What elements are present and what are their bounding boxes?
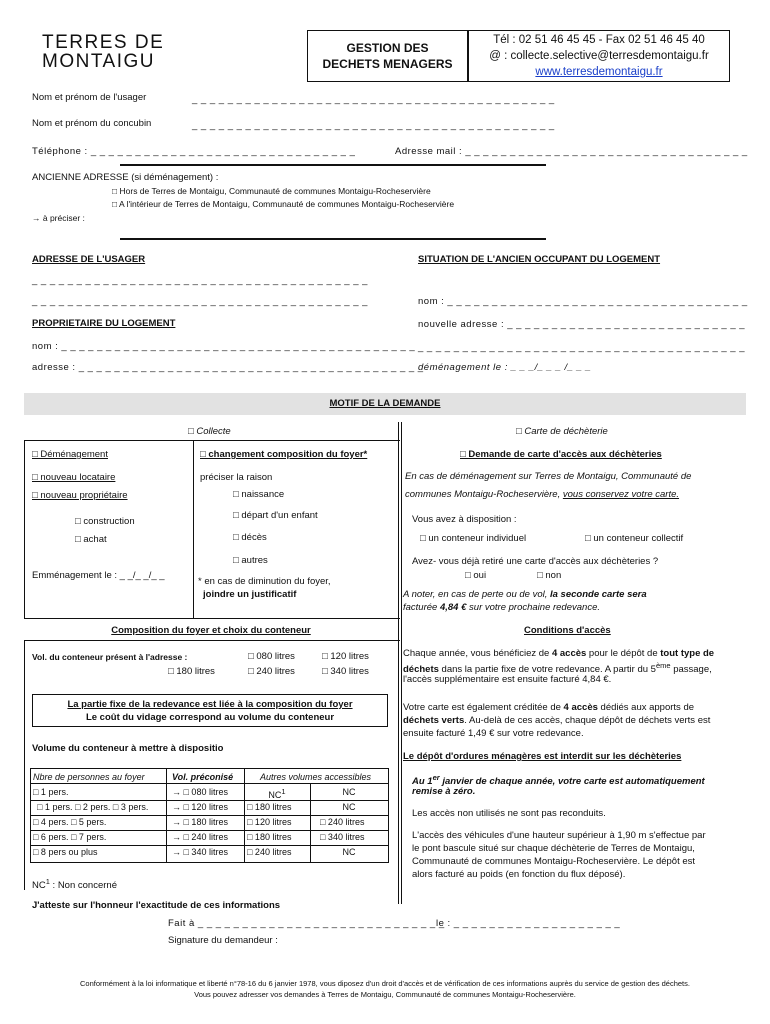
usager-label: Nom et prénom de l'usager bbox=[32, 92, 147, 103]
demande-carte-checkbox[interactable]: □ Demande de carte d'accès aux déchèteries bbox=[460, 449, 662, 460]
ancien-occupant-nouvelle-adresse[interactable]: nouvelle adresse : _ _ _ _ _ _ _ _ _ _ _ _ _ _ _ _ _ _ _ _ _ _ _ _ _ _ _ bbox=[418, 319, 746, 330]
separator-top bbox=[120, 164, 546, 166]
vol-present-label: Vol. du conteneur présent à l'adresse : bbox=[32, 652, 188, 662]
table-cell[interactable]: □ 180 litres bbox=[247, 802, 292, 812]
dispo-label: Vous avez à disposition : bbox=[412, 514, 517, 525]
oui-checkbox[interactable]: □ oui bbox=[465, 570, 487, 581]
proprietaire-nom[interactable]: nom : _ _ _ _ _ _ _ _ _ _ _ _ _ _ _ _ _ _ _ _ _ _ _ _ _ _ _ _ _ _ _ _ _ _ _ _ _ _ _ _ bbox=[32, 341, 416, 352]
autres-checkbox[interactable]: □ autres bbox=[233, 555, 268, 566]
main-divider-a bbox=[398, 422, 399, 904]
table-cell: NC bbox=[342, 847, 356, 857]
mail-field[interactable]: Adresse mail : _ _ _ _ _ _ _ _ _ _ _ _ _ _ _ _ _ _ _ _ _ _ _ _ _ _ _ _ _ _ _ _ bbox=[395, 146, 748, 157]
construction-checkbox[interactable]: □ construction bbox=[75, 516, 135, 527]
table-cell[interactable]: □ 1 pers. □ 2 pers. □ 3 pers. bbox=[37, 802, 149, 812]
reconduits-note: Les accès non utilisés ne sont pas reconduits. bbox=[412, 808, 606, 819]
motif-collecte[interactable]: □ Collecte bbox=[188, 426, 231, 437]
naissance-checkbox[interactable]: □ naissance bbox=[233, 489, 285, 500]
carte-cas2: communes Montaigu-Rocheservière, vous conservez votre carte. bbox=[405, 489, 680, 500]
emmenagement-field[interactable]: Emménagement le : _ _/_ _/_ _ bbox=[32, 570, 165, 581]
nc-note: $NC^1$ : Non concerné bbox=[32, 877, 117, 892]
table-header-autres: Autres volumes accessibles bbox=[260, 772, 372, 782]
nc-superscript: 1 bbox=[281, 787, 286, 796]
table-cell[interactable]: → □ 180 litres bbox=[172, 817, 228, 827]
collecte-left-line bbox=[24, 440, 25, 619]
composition-left-line bbox=[24, 640, 25, 890]
vehicules-line1: L'accès des véhicules d'une hauteur supérieur à 1,90 m s'effectue par bbox=[412, 830, 706, 841]
jan-line1: Au 1er janvier de chaque année, votre carte est automatiquement bbox=[412, 773, 705, 788]
concubin-label: Nom et prénom du concubin bbox=[32, 118, 152, 129]
title-box bbox=[307, 30, 468, 82]
nouveau-proprietaire-checkbox[interactable]: □ nouveau propriétaire bbox=[32, 490, 128, 501]
carte-cas1: En cas de déménagement sur Terres de Montaigu, Communauté de bbox=[405, 471, 692, 482]
proprietaire-adresse[interactable]: adresse : _ _ _ _ _ _ _ _ _ _ _ _ _ _ _ _ _ _ _ _ _ _ _ _ _ _ _ _ _ _ _ _ _ _ _ _ _ _ _ bbox=[32, 362, 424, 373]
deces-checkbox[interactable]: □ décès bbox=[233, 532, 267, 543]
opt-240[interactable]: □ 240 litres bbox=[248, 666, 295, 677]
notice-line1: La partie fixe de la redevance est liée à la composition du foyer bbox=[67, 699, 353, 710]
conditions-p5: déchets verts. Au-delà de ces accès, chaque dépôt de déchets verts est bbox=[403, 715, 711, 726]
footer-line2: Vous pouvez adresser vos demandes à Terres de Montaigu, Communauté de communes Montaigu-Rocheservière. bbox=[194, 990, 576, 999]
table-cell: $NC^1$ bbox=[268, 787, 286, 800]
contact-email[interactable]: @ : collecte.selective@terresdemontaigu.fr bbox=[489, 50, 709, 62]
composition-title: Composition du foyer et choix du conteneur bbox=[111, 625, 311, 636]
interdit-notice: Le dépôt d'ordures ménagères est interdit sur les déchèteries bbox=[403, 751, 682, 762]
table-cell[interactable]: □ 8 pers ou plus bbox=[33, 847, 98, 857]
title-line1: GESTION DES bbox=[346, 41, 429, 55]
conteneur-collectif-checkbox[interactable]: □ un conteneur collectif bbox=[585, 533, 684, 544]
changement-checkbox[interactable]: □ changement composition du foyer* bbox=[200, 449, 368, 460]
logo-line2: MONTAIGU bbox=[42, 51, 155, 72]
preciser-raison-label: préciser la raison bbox=[200, 472, 273, 483]
adresse-usager-title: ADRESSE DE L'USAGER bbox=[32, 254, 146, 265]
ancien-occupant-title: SITUATION DE L'ANCIEN OCCUPANT DU LOGEMENT bbox=[418, 254, 661, 265]
table-cell[interactable]: □ 340 litres bbox=[320, 832, 365, 842]
vehicules-line3: Communauté de communes Montaigu-Rocheservière. Le dépôt est bbox=[412, 856, 696, 867]
ancien-occupant-demenagement[interactable]: déménagement le : _ _ _/_ _ _ /_ _ _ bbox=[418, 362, 592, 373]
opt-120[interactable]: □ 120 litres bbox=[322, 651, 369, 662]
signature-label: Signature du demandeur : bbox=[168, 935, 278, 946]
fait-a-field[interactable]: Fait à _ _ _ _ _ _ _ _ _ _ _ _ _ _ _ _ _ _ _ _ _ _ _ _ _ _ _ _ bbox=[168, 918, 445, 929]
table-cell[interactable]: □ 1 pers. bbox=[33, 787, 69, 797]
table-cell[interactable]: □ 180 litres bbox=[247, 832, 292, 842]
ancien-occupant-line[interactable]: _ _ _ _ _ _ _ _ _ _ _ _ _ _ _ _ _ _ _ _ _ _ _ _ _ _ _ _ _ _ _ _ _ _ _ _ _ bbox=[418, 342, 746, 353]
proprietaire-title: PROPRIETAIRE DU LOGEMENT bbox=[32, 318, 176, 329]
table-header-vol: Vol. préconisé bbox=[172, 772, 234, 782]
notice-line2: Le coût du vidage correspond au volume du conteneur bbox=[85, 712, 335, 723]
conteneur-individuel-checkbox[interactable]: □ un conteneur individuel bbox=[420, 533, 527, 544]
table-cell[interactable]: □ 240 litres bbox=[320, 817, 365, 827]
conditions-p2: déchets dans la partie fixe de votre redevance. A partir du 5ème passage, bbox=[403, 661, 712, 676]
ancien-occupant-nom[interactable]: nom : _ _ _ _ _ _ _ _ _ _ _ _ _ _ _ _ _ _ _ _ _ _ _ _ _ _ _ _ _ _ _ _ _ _ bbox=[418, 296, 748, 307]
ancienne-option-hors[interactable]: □ Hors de Terres de Montaigu, Communauté de communes Montaigu-Rocheservière bbox=[112, 186, 431, 196]
table-cell: NC bbox=[342, 787, 356, 797]
logo-line1: TERRES DE bbox=[42, 32, 165, 53]
achat-checkbox[interactable]: □ achat bbox=[75, 534, 107, 545]
vehicules-line2: le pont bascule situé sur chaque déchèterie de Terres de Montaigu, bbox=[412, 843, 695, 854]
opt-340[interactable]: □ 340 litres bbox=[322, 666, 369, 677]
volume-mettre-label: Volume du conteneur à mettre à dispositio bbox=[32, 743, 224, 754]
usager-field[interactable]: _ _ _ _ _ _ _ _ _ _ _ _ _ _ _ _ _ _ _ _ _ _ _ _ _ _ _ _ _ _ _ _ _ _ _ _ _ _ _ _ _ bbox=[192, 94, 555, 105]
ancienne-option-interieur[interactable]: □ A l'intérieur de Terres de Montaigu, Communauté de communes Montaigu-Rocheservière bbox=[112, 199, 455, 209]
conditions-title: Conditions d'accès bbox=[524, 625, 611, 636]
table-cell[interactable]: → □ 120 litres bbox=[172, 802, 228, 812]
table-cell[interactable]: □ 4 pers. □ 5 pers. bbox=[33, 817, 107, 827]
conditions-p6: ensuite facturé 1,49 € sur votre redevance. bbox=[403, 728, 584, 739]
justificatif-note: joindre un justificatif bbox=[203, 589, 297, 600]
jan-line2: remise à zéro. bbox=[412, 786, 476, 797]
contact-phone: Tél : 02 51 46 45 45 - Fax 02 51 46 45 40 bbox=[493, 34, 705, 46]
table-cell[interactable]: □ 120 litres bbox=[247, 817, 292, 827]
opt-180[interactable]: □ 180 litres bbox=[168, 666, 215, 677]
table-header-line bbox=[30, 783, 388, 784]
concubin-field[interactable]: _ _ _ _ _ _ _ _ _ _ _ _ _ _ _ _ _ _ _ _ _ _ _ _ _ _ _ _ _ _ _ _ _ _ _ _ _ _ _ _ _ bbox=[192, 120, 555, 131]
table-row-line bbox=[30, 845, 388, 846]
table-row-line bbox=[30, 800, 388, 801]
demenagement-checkbox[interactable]: □ Déménagement bbox=[32, 449, 108, 460]
adresse-usager-line2[interactable]: _ _ _ _ _ _ _ _ _ _ _ _ _ _ _ _ _ _ _ _ _ _ _ _ _ _ _ _ _ _ _ _ _ _ _ _ _ _ bbox=[32, 296, 368, 307]
adresse-usager-line1[interactable]: _ _ _ _ _ _ _ _ _ _ _ _ _ _ _ _ _ _ _ _ _ _ _ _ _ _ _ _ _ _ _ _ _ _ _ _ _ _ bbox=[32, 275, 368, 286]
separator-bottom bbox=[120, 238, 546, 240]
nouveau-locataire-checkbox[interactable]: □ nouveau locataire bbox=[32, 472, 116, 483]
table-top-line bbox=[30, 768, 388, 769]
attestation-title: J'atteste sur l'honneur l'exactitude de ces informations bbox=[32, 900, 281, 911]
table-row-line bbox=[30, 815, 388, 816]
motif-title: MOTIF DE LA DEMANDE bbox=[329, 398, 441, 409]
table-cell[interactable]: □ 240 litres bbox=[247, 847, 292, 857]
depart-checkbox[interactable]: □ départ d'un enfant bbox=[233, 510, 318, 521]
table-header-personnes: Nbre de personnes au foyer bbox=[33, 772, 145, 782]
motif-carte[interactable]: □ Carte de déchèterie bbox=[516, 426, 608, 437]
phone-field[interactable]: Téléphone : _ _ _ _ _ _ _ _ _ _ _ _ _ _ _ _ _ _ _ _ _ _ _ _ _ _ _ _ _ _ bbox=[32, 146, 356, 157]
ancienne-adresse-title: ANCIENNE ADRESSE (si déménagement) : bbox=[32, 172, 219, 183]
perte-line1: A noter, en cas de perte ou de vol, la seconde carte sera bbox=[403, 589, 647, 600]
footer-line1: Conformément à la loi informatique et liberté n°78-16 du 6 janvier 1978, vous diposez d'un droit d'accès et de vérification de ces informations auprès du service de gestion des déchets. bbox=[80, 979, 690, 988]
table-cell: NC bbox=[342, 802, 356, 812]
table-bottom-line bbox=[30, 862, 388, 863]
main-divider-b bbox=[401, 422, 402, 904]
table-cell[interactable]: → □ 240 litres bbox=[172, 832, 228, 842]
preciser-label: → à préciser : bbox=[32, 213, 85, 223]
table-col-line-4 bbox=[388, 768, 389, 863]
collecte-bottom-line bbox=[24, 618, 400, 619]
collecte-top-line bbox=[24, 440, 400, 441]
perte-line2: facturée 4,84 € sur votre prochaine redevance. bbox=[403, 602, 600, 613]
composition-top-line bbox=[24, 640, 400, 641]
table-row-line bbox=[30, 830, 388, 831]
diminution-note: * en cas de diminution du foyer, bbox=[198, 576, 331, 587]
table-cell[interactable]: □ 6 pers. □ 7 pers. bbox=[33, 832, 107, 842]
date-field[interactable]: le : _ _ _ _ _ _ _ _ _ _ _ _ _ _ _ _ _ _ _ bbox=[436, 918, 621, 929]
title-line2: DECHETS MENAGERS bbox=[322, 57, 453, 71]
retire-question: Avez- vous déjà retiré une carte d'accès aux déchèteries ? bbox=[412, 556, 659, 567]
website-link[interactable]: www.terresdemontaigu.fr bbox=[535, 66, 663, 78]
collecte-mid-line bbox=[193, 440, 194, 619]
conditions-p1: Chaque année, vous bénéficiez de 4 accès pour le dépôt de tout type de bbox=[403, 648, 715, 659]
table-cell[interactable]: → □ 340 litres bbox=[172, 847, 228, 857]
vehicules-line4: alors facturé au poids (en fonction du flux déposé). bbox=[412, 869, 626, 880]
conditions-p4: Votre carte est également créditée de 4 accès dédiés aux apports de bbox=[403, 702, 695, 713]
non-checkbox[interactable]: □ non bbox=[537, 570, 562, 581]
table-cell[interactable]: → □ 080 litres bbox=[172, 787, 228, 797]
conditions-p3: l'accès supplémentaire est ensuite facturé 4,84 €. bbox=[403, 674, 612, 685]
opt-080[interactable]: □ 080 litres bbox=[248, 651, 295, 662]
